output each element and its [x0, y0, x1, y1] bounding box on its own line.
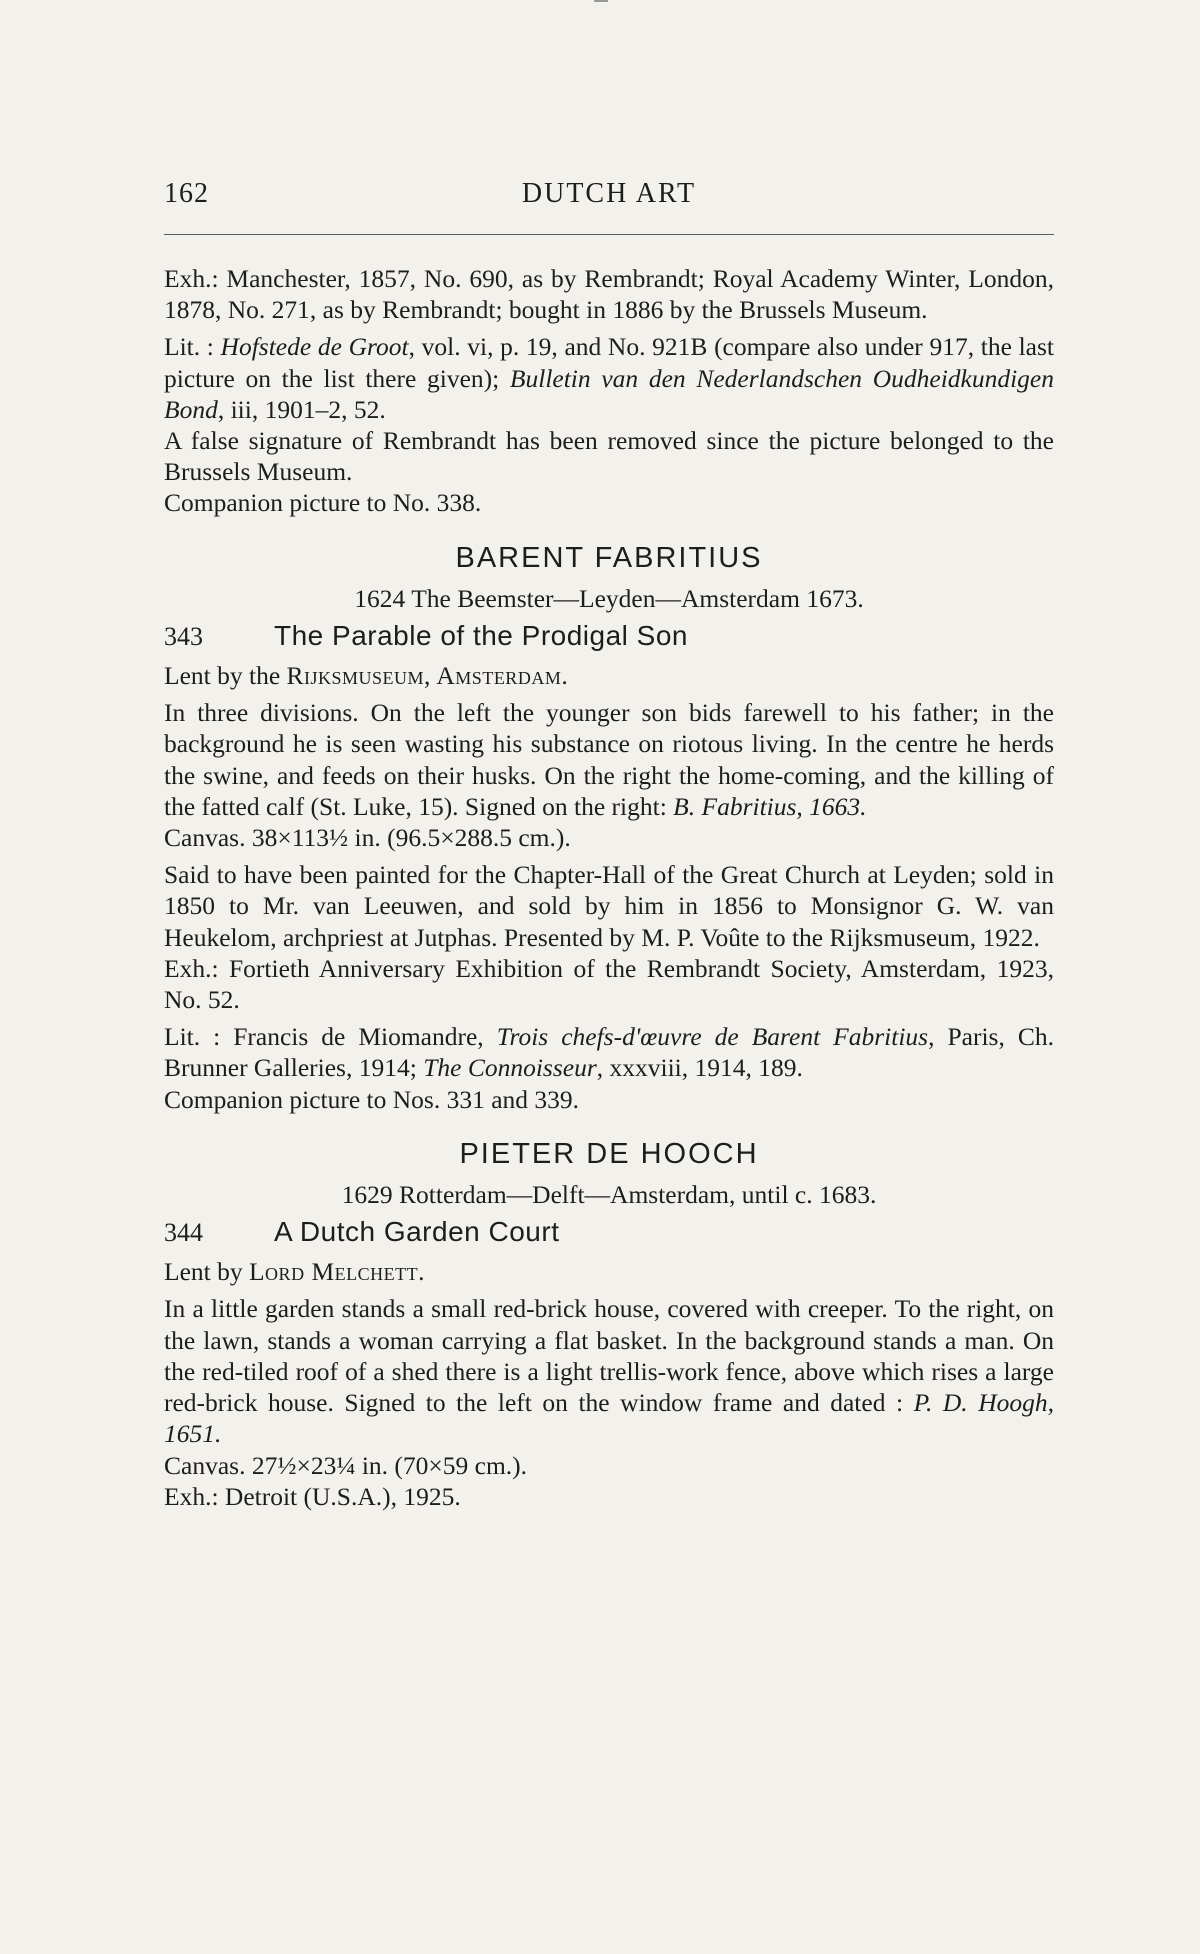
artist-dates-de-hooch: 1629 Rotterdam—Delft—Amsterdam, until c. 1683. — [341, 1179, 877, 1209]
lender-line: Lent by Lord Melchett. — [164, 1257, 425, 1287]
lit-journal: Bulletin van den Nederlandschen Oudheidkundigen Bond — [164, 363, 1054, 424]
literature-note: Lit. : Francis de Miomandre, Trois chefs-d'œuvre de Barent Fabritius, Paris, Ch. Brunner Galleries, 1914; The Connoisseur, xxxviii, 1914, 189. — [164, 1022, 1054, 1083]
header-rule — [164, 234, 1054, 235]
entry-title: A Dutch Garden Court — [274, 1216, 560, 1248]
page-header — [164, 174, 1054, 218]
literature-note: Lit. : Hofstede de Groot, vol. vi, p. 19, and No. 921B (compare also under 917, the last picture on the list there given); Bulletin van den Nederlandschen Oudheidkundigen Bond, iii, 1901–2, 52. — [164, 332, 1054, 424]
page-number: 162 — [164, 178, 209, 209]
entry-number: 343 — [164, 621, 203, 651]
canvas-dimensions: Canvas. 27½×23¼ in. (70×59 cm.). — [164, 1450, 528, 1480]
artist-heading-de-hooch: PIETER DE HOOCH — [459, 1137, 759, 1170]
false-signature-note: A false signature of Rembrandt has been removed since the picture belonged to the Brussels Museum. — [164, 426, 1054, 487]
signature: P. D. Hoogh, 1651. — [164, 1388, 1054, 1449]
provenance-note: Said to have been painted for the Chapter-Hall of the Great Church at Leyden; sold in 1850 to Mr. van Leeuwen, and sold by him in 1856 to Monsignor G. W. van Heukelom, archpriest at Jutphas. Presented by M. P. Voûte to the Rijksmuseum, 1922. — [164, 860, 1054, 952]
companion-note: Companion picture to Nos. 331 and 339. — [164, 1084, 580, 1114]
lender-line: Lent by the Rijksmuseum, Amsterdam. — [164, 661, 569, 691]
entry-title: The Parable of the Prodigal Son — [274, 619, 688, 651]
companion-note: Companion picture to No. 338. — [164, 488, 482, 518]
entry-number: 344 — [164, 1218, 203, 1248]
artist-heading-fabritius: BARENT FABRITIUS — [455, 541, 763, 574]
catalogue-entry-344 — [164, 1216, 1054, 1248]
artist-dates-fabritius: 1624 The Beemster—Leyden—Amsterdam 1673. — [354, 583, 864, 613]
top-mark — [594, 0, 608, 2]
page-body — [164, 263, 1054, 1518]
canvas-dimensions: Canvas. 38×113½ in. (96.5×288.5 cm.). — [164, 823, 571, 853]
running-title: DUTCH ART — [521, 178, 697, 209]
painting-description: In three divisions. On the left the younger son bids farewell to his father; in the background he is seen wasting his substance on riotous living. In the centre he herds the swine, and feeds on their husks. On the right the home-coming, and the killing of the fatted calf (St. Luke, 15). Signed on the right: B. Fabritius, 1663. — [164, 698, 1054, 821]
lit-author: Hofstede de Groot — [220, 332, 409, 362]
exhibition-note: Exh.: Fortieth Anniversary Exhibition of the Rembrandt Society, Amsterdam, 1923, No. 52. — [164, 953, 1054, 1015]
exhibition-note: Exh.: Manchester, 1857, No. 690, as by Rembrandt; Royal Academy Winter, London, 1878, No. 271, as by Rembrandt; bought in 1886 by the Brussels Museum. — [164, 264, 1054, 325]
signature: B. Fabritius, 1663. — [673, 791, 867, 821]
painting-description: In a little garden stands a small red-brick house, covered with creeper. To the right, on the lawn, stands a woman carrying a flat basket. In the background stands a man. On the red-tiled roof of a shed there is a light trellis-work fence, above which rises a large red-brick house. Signed to the left on the window frame and dated : P. D. Hoogh, 1651. — [164, 1294, 1054, 1449]
exhibition-note: Exh.: Detroit (U.S.A.), 1925. — [164, 1481, 461, 1511]
catalogue-entry-343 — [164, 620, 1054, 652]
